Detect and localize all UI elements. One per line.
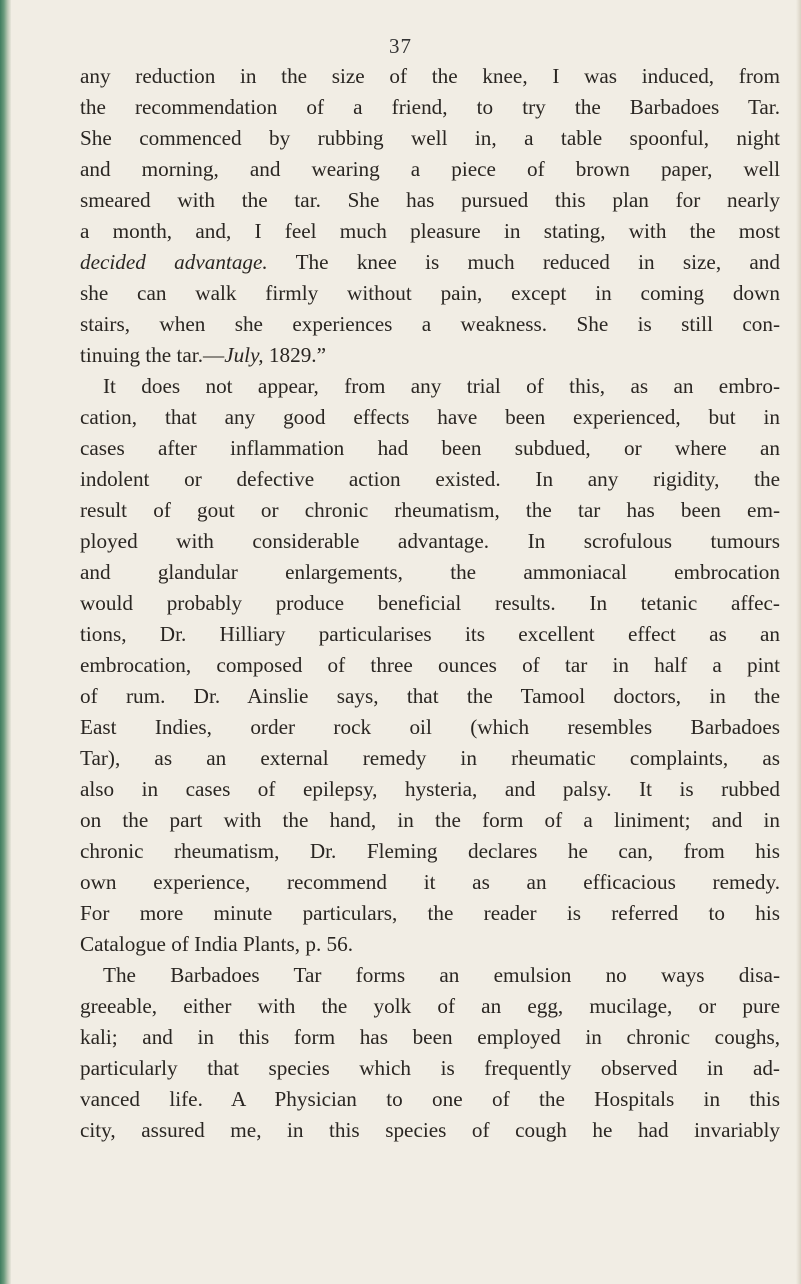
text-line: and glandular enlargements, the ammoniacal embrocation <box>80 560 780 584</box>
text-line: vanced life. A Physician to one of the Hospitals in this <box>80 1087 780 1111</box>
text-line: a month, and, I feel much pleasure in stating, with the most <box>80 219 780 243</box>
text-line: also in cases of epilepsy, hysteria, and palsy. It is rubbed <box>80 777 780 801</box>
text-line: It does not appear, from any trial of this, as an embro- <box>103 374 780 398</box>
text-line: She commenced by rubbing well in, a table spoonful, night <box>80 126 780 150</box>
text-line: the recommendation of a friend, to try the Barbadoes Tar. <box>80 95 780 119</box>
text-line: smeared with the tar. She has pursued this plan for nearly <box>80 188 780 212</box>
page-number: 37 <box>389 34 412 58</box>
text-line: Catalogue of India Plants, p. 56. <box>80 932 354 956</box>
text-line: own experience, recommend it as an efficacious remedy. <box>80 870 780 894</box>
page-right-edge <box>796 0 801 1284</box>
text-line: cation, that any good effects have been experienced, but in <box>80 405 780 429</box>
text-line: ployed with considerable advantage. In scrofulous tumours <box>80 529 780 553</box>
emphasis-text: July, <box>224 343 264 367</box>
text-line: greeable, either with the yolk of an egg, mucilage, or pure <box>80 994 780 1018</box>
text-line: city, assured me, in this species of cough he had invariably <box>80 1118 780 1142</box>
text-line-with-emphasis <box>80 247 780 278</box>
text-line: indolent or defective action existed. In any rigidity, the <box>80 467 780 491</box>
text-line: and morning, and wearing a piece of brown paper, well <box>80 157 780 181</box>
text-line: particularly that species which is frequently observed in ad- <box>80 1056 780 1080</box>
text-line: of rum. Dr. Ainslie says, that the Tamool doctors, in the <box>80 684 780 708</box>
text-line: she can walk firmly without pain, except in coming down <box>80 281 780 305</box>
paragraph-2 <box>80 371 780 960</box>
text-line: stairs, when she experiences a weakness. She is still con- <box>80 312 780 336</box>
text-line: For more minute particulars, the reader is referred to his <box>80 901 780 925</box>
text-line: would probably produce beneficial results. In tetanic affec- <box>80 591 780 615</box>
text-line: East Indies, order rock oil (which resembles Barbadoes <box>80 715 780 739</box>
page-binding-edge <box>0 0 11 1284</box>
text-line: tions, Dr. Hilliary particularises its excellent effect as an <box>80 622 780 646</box>
body-text <box>80 61 780 1146</box>
text-line: chronic rheumatism, Dr. Fleming declares he can, from his <box>80 839 780 863</box>
text-line: on the part with the hand, in the form of a liniment; and in <box>80 808 780 832</box>
paragraph-3 <box>80 960 780 1146</box>
text-line: The Barbadoes Tar forms an emulsion no ways disa- <box>103 963 780 987</box>
emphasis-text: decided advantage. <box>80 250 268 274</box>
text-line: cases after inflammation had been subdued, or where an <box>80 436 780 460</box>
text-span: The knee is much reduced in size, and <box>267 250 780 274</box>
text-line: Tar), as an external remedy in rheumatic complaints, as <box>80 746 780 770</box>
text-line-with-emphasis <box>80 340 780 371</box>
text-span: 1829.” <box>263 343 326 367</box>
text-line: embrocation, composed of three ounces of tar in half a pint <box>80 653 780 677</box>
paragraph-1 <box>80 61 780 371</box>
text-span: tinuing the tar.— <box>80 343 225 367</box>
text-line: result of gout or chronic rheumatism, the tar has been em- <box>80 498 780 522</box>
text-line: kali; and in this form has been employed in chronic coughs, <box>80 1025 780 1049</box>
text-line: any reduction in the size of the knee, I was induced, from <box>80 64 780 88</box>
